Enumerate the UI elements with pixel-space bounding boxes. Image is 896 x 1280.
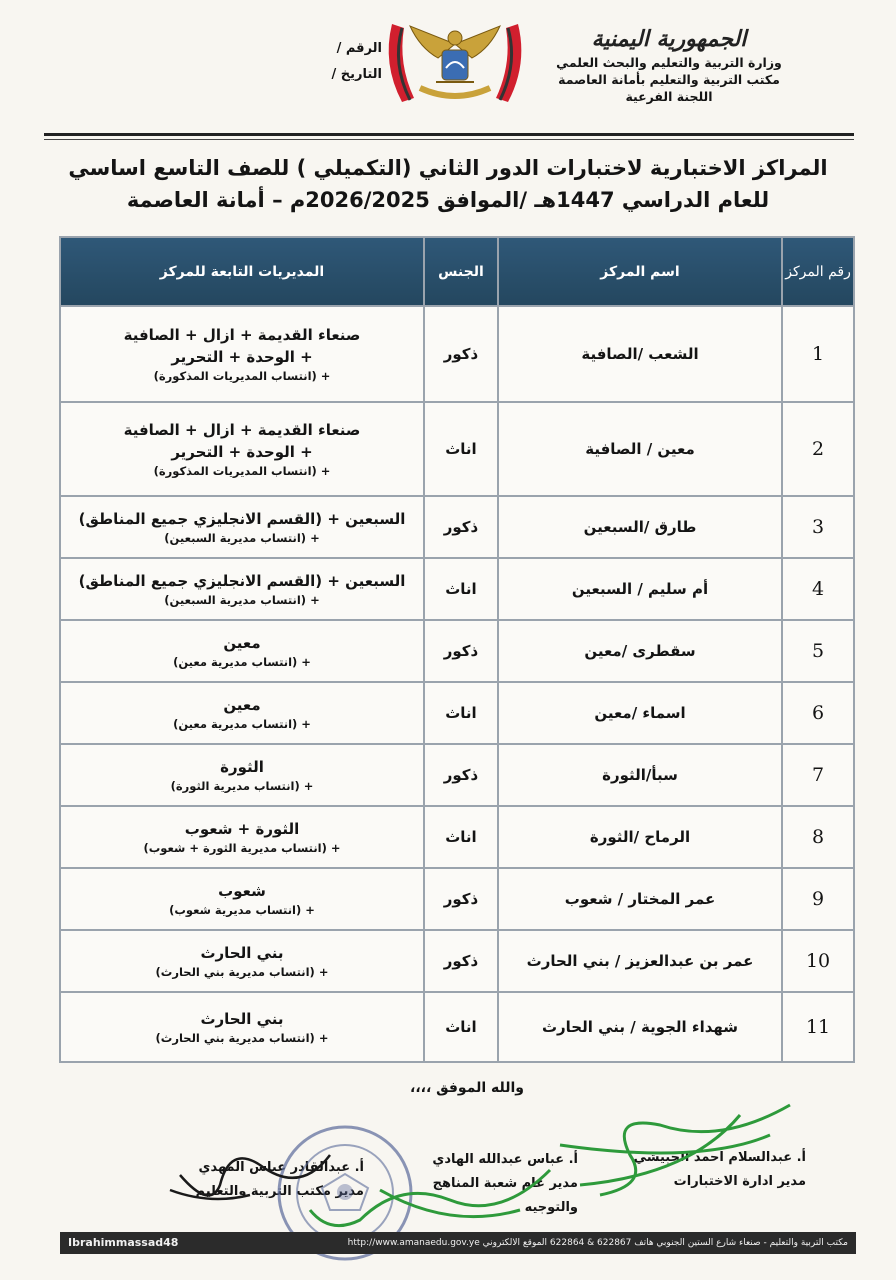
directorates-main: الثورة + شعوب [184, 819, 300, 838]
center-name: سقطرى /معين [498, 620, 782, 682]
footer-contact-text: مكتب التربية والتعليم - صنعاء شارع الستين الجنوبي هاتف 622867 & 622864 الموقع الالكتروني http://www.amanaedu.gov.ye [347, 1238, 848, 1248]
directorates-note: + (انتساب مديرية بني الحارث) [155, 1030, 329, 1045]
center-number: 6 [782, 682, 854, 744]
signatory-name: أ. عبدالسلام احمد الحبيشي [633, 1150, 806, 1165]
center-name: عمر بن عبدالعزيز / بني الحارث [498, 930, 782, 992]
table-row [60, 930, 854, 992]
directorates-note: + (انتساب المديريات المذكورة) [153, 463, 331, 478]
center-gender: ذكور [424, 744, 498, 806]
table-row [60, 496, 854, 558]
center-number: 4 [782, 558, 854, 620]
header-directorates: المديريات التابعة للمركز [60, 237, 424, 306]
header-center-number: رقم المركز [782, 237, 854, 306]
center-gender: اناث [424, 402, 498, 496]
directorates-main: الثورة [220, 757, 264, 776]
center-name: الرماح /الثورة [498, 806, 782, 868]
signatory-name: أ. عبدالقادر عباس المهدي [198, 1160, 364, 1175]
center-name: معين / الصافية [498, 402, 782, 496]
watermark-text: Ibrahimmassad48 [68, 1236, 179, 1249]
center-number: 7 [782, 744, 854, 806]
center-number: 5 [782, 620, 854, 682]
table-row [60, 558, 854, 620]
title-line-2: للعام الدراسي 1447هـ /الموافق 2026/2025م – أمانة العاصمة [126, 188, 770, 212]
directorates-note: + (انتساب مديرية شعوب) [169, 902, 315, 917]
directorates-main-cont: + الوحدة + التحرير [171, 442, 313, 461]
table-row [60, 868, 854, 930]
title-line-1: المراكز الاختبارية لاختبارات الدور الثاني (التكميلي ) للصف التاسع اساسي [68, 156, 828, 180]
directorates-note: + (انتساب مديرية الثورة) [170, 778, 314, 793]
table-row [60, 306, 854, 402]
table-row [60, 402, 854, 496]
signatory-exams-director [596, 1146, 806, 1194]
center-gender: ذكور [424, 306, 498, 402]
directorates-note: + (انتساب مديرية معين) [173, 654, 311, 669]
committee-name: اللجنة الفرعية [625, 89, 713, 104]
header-rule-thin [44, 139, 854, 140]
center-directorates [60, 620, 424, 682]
reference-block [262, 36, 382, 88]
signatory-title: مدير ادارة الاختبارات [673, 1174, 806, 1189]
exam-centers-table [59, 236, 855, 1063]
directorates-note: + (انتساب مديرية الثورة + شعوب) [143, 840, 341, 855]
table-row [60, 992, 854, 1062]
center-directorates [60, 992, 424, 1062]
header-center-name: اسم المركز [498, 237, 782, 306]
signatory-curricula-director [398, 1148, 578, 1220]
directorates-note: + (انتساب مديرية بني الحارث) [155, 964, 329, 979]
document-title [40, 152, 856, 216]
directorates-main: معين [223, 695, 261, 714]
center-number: 10 [782, 930, 854, 992]
center-name: شهداء الجوية / بني الحارث [498, 992, 782, 1062]
center-number: 3 [782, 496, 854, 558]
center-gender: ذكور [424, 620, 498, 682]
center-gender: اناث [424, 682, 498, 744]
directorates-main: شعوب [218, 881, 266, 900]
table-row [60, 744, 854, 806]
footer-contact-bar [60, 1232, 856, 1254]
center-name: الشعب /الصافية [498, 306, 782, 402]
center-number: 8 [782, 806, 854, 868]
center-name: عمر المختار / شعوب [498, 868, 782, 930]
date-label: التاريخ / [331, 67, 382, 82]
directorates-main: صنعاء القديمة + ازال + الصافية [123, 325, 361, 344]
directorates-main: صنعاء القديمة + ازال + الصافية [123, 420, 361, 439]
center-number: 11 [782, 992, 854, 1062]
header-gender: الجنس [424, 237, 498, 306]
center-number: 9 [782, 868, 854, 930]
center-directorates [60, 930, 424, 992]
center-gender: ذكور [424, 868, 498, 930]
signatory-title: مدير عام شعبة المناهج والتوجيه [432, 1176, 578, 1215]
center-gender: اناث [424, 806, 498, 868]
center-directorates [60, 744, 424, 806]
directorates-note: + (انتساب مديرية السبعين) [164, 530, 320, 545]
center-gender: ذكور [424, 930, 498, 992]
center-gender: ذكور [424, 496, 498, 558]
directorates-main-cont: + الوحدة + التحرير [171, 347, 313, 366]
table-row [60, 682, 854, 744]
closing-phrase: والله الموفق ،،،، [410, 1080, 524, 1096]
eagle-emblem-icon [380, 14, 530, 114]
directorates-main: معين [223, 633, 261, 652]
signatory-title: مدير مكتب التربية والتعليم [195, 1184, 364, 1199]
letterhead [534, 24, 804, 105]
center-name: طارق /السبعين [498, 496, 782, 558]
directorates-main: السبعين + (القسم الانجليزي جميع المناطق) [78, 571, 406, 590]
ministry-name: وزارة التربية والتعليم والبحث العلمي [556, 55, 782, 70]
table-row [60, 806, 854, 868]
center-number: 2 [782, 402, 854, 496]
directorates-main: السبعين + (القسم الانجليزي جميع المناطق) [78, 509, 406, 528]
table-row [60, 620, 854, 682]
center-directorates [60, 558, 424, 620]
center-directorates [60, 306, 424, 402]
directorates-main: بني الحارث [200, 943, 284, 962]
center-gender: اناث [424, 558, 498, 620]
center-gender: اناث [424, 992, 498, 1062]
directorates-note: + (انتساب مديرية السبعين) [164, 592, 320, 607]
center-directorates [60, 868, 424, 930]
center-name: أم سليم / السبعين [498, 558, 782, 620]
table-header-row [60, 237, 854, 306]
center-name: سبأ/الثورة [498, 744, 782, 806]
directorates-note: + (انتساب المديريات المذكورة) [153, 368, 331, 383]
center-directorates [60, 806, 424, 868]
center-directorates [60, 402, 424, 496]
center-directorates [60, 496, 424, 558]
number-label: الرقم / [336, 41, 382, 56]
signatory-name: أ. عباس عبدالله الهادي [432, 1152, 578, 1167]
center-number: 1 [782, 306, 854, 402]
center-directorates [60, 682, 424, 744]
republic-name: الجمهورية اليمنية [591, 26, 747, 52]
center-name: اسماء /معين [498, 682, 782, 744]
header-rule [44, 133, 854, 136]
office-name: مكتب التربية والتعليم بأمانة العاصمة [558, 72, 780, 87]
directorates-main: بني الحارث [200, 1009, 284, 1028]
directorates-note: + (انتساب مديرية معين) [173, 716, 311, 731]
